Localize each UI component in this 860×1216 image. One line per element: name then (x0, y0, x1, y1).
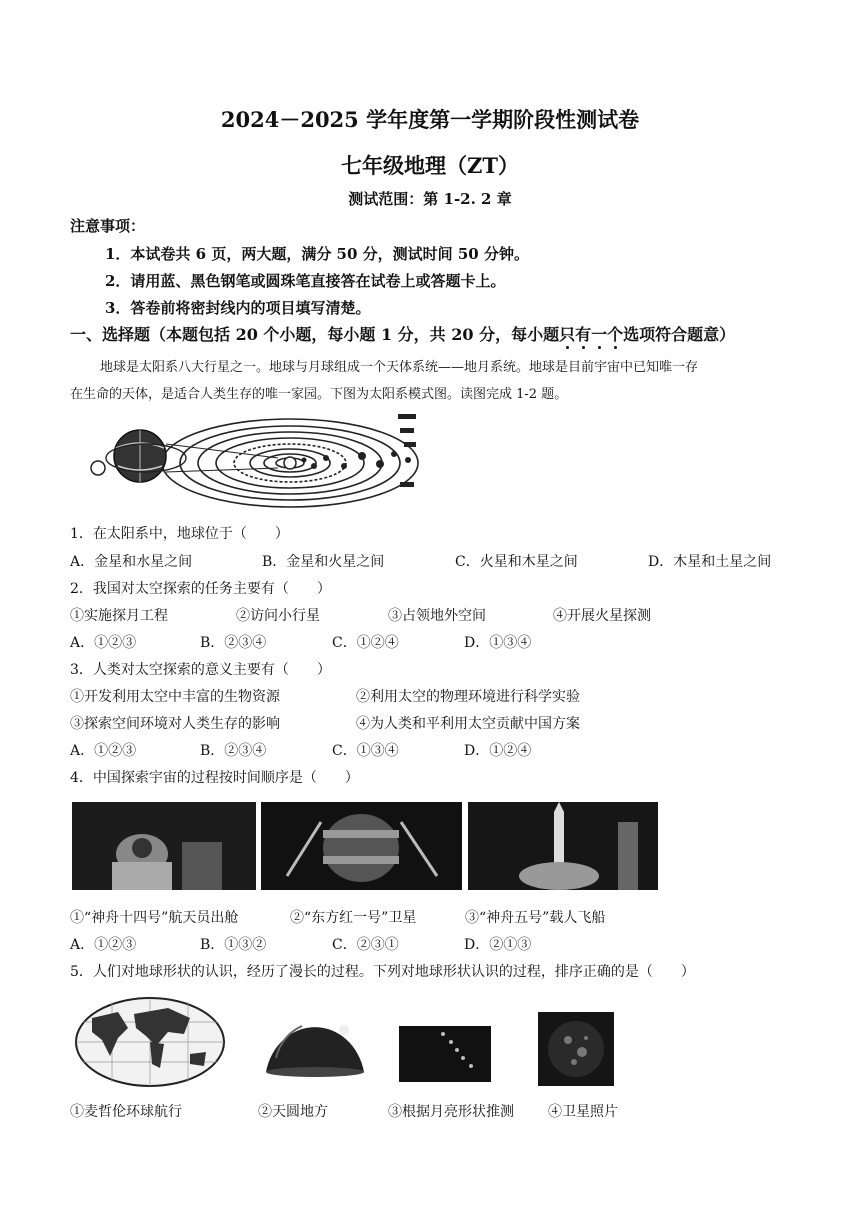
q2-item-3: ③占领地外空间 (388, 608, 486, 624)
q4-option-a[interactable]: A．①②③ (70, 937, 137, 953)
satellite-earth-photo (538, 1012, 614, 1086)
photo-astronaut-eva (72, 802, 256, 890)
solar-system-diagram (82, 408, 422, 514)
note-item-2: 2．请用蓝、黑色钢笔或圆珠笔直接答在试卷上或答题卡上。 (105, 272, 506, 290)
q4-caption-1: ①“神舟十四号”航天员出舱 (70, 910, 239, 926)
section-1-prefix: 一、选择题（本题包括 20 个小题，每小题 1 分，共 20 分，每小题 (70, 325, 560, 344)
q1-option-c[interactable]: C．火星和木星之间 (455, 554, 578, 570)
q2-item-4: ④开展火星探测 (553, 608, 651, 624)
q5-caption-4: ④卫星照片 (548, 1104, 618, 1120)
q1-option-d[interactable]: D．木星和土星之间 (648, 554, 772, 570)
q5-caption-2: ②天圆地方 (258, 1104, 328, 1120)
test-scope: 测试范围：第 1-2. 2 章 (348, 190, 512, 208)
emph-char: 有 (575, 325, 592, 344)
intro-line-1: 地球是太阳系八大行星之一。地球与月球组成一个天体系统——地月系统。地球是目前宇宙中已知唯一存 (100, 360, 699, 375)
intro-line-2: 在生命的天体，是适合人类生存的唯一家园。下图为太阳系模式图。读图完成 1-2 题。 (70, 387, 568, 402)
q1-option-a[interactable]: A．金星和水星之间 (70, 554, 193, 570)
q4-caption-2: ②“东方红一号”卫星 (290, 910, 417, 926)
q2-option-a[interactable]: A．①②③ (70, 635, 137, 651)
q2-item-1: ①实施探月工程 (70, 608, 168, 624)
note-item-1: 1．本试卷共 6 页，两大题，满分 50 分，测试时间 50 分钟。 (105, 245, 529, 263)
q1-option-b[interactable]: B．金星和火星之间 (262, 554, 385, 570)
q3-item-2: ②利用太空的物理环境进行科学实验 (356, 689, 580, 705)
emph-char: 只 (559, 325, 576, 344)
emph-char: 个 (607, 325, 624, 344)
q4-option-b[interactable]: B．①③② (200, 937, 267, 953)
photo-dongfanghong-satellite (261, 802, 462, 890)
q3-item-3: ③探索空间环境对人类生存的影响 (70, 716, 280, 732)
dome-sky-image (262, 1008, 368, 1078)
question-5-stem: 5．人们对地球形状的认识，经历了漫长的过程。下列对地球形状认识的过程，排序正确的是（ ） (70, 964, 695, 980)
world-map-image (72, 994, 228, 1090)
section-1-heading (70, 322, 735, 345)
q4-option-d[interactable]: D．②①③ (464, 937, 532, 953)
emph-char: 一 (591, 325, 608, 344)
section-1-suffix: 选项符合题意） (623, 325, 736, 344)
q3-item-1: ①开发利用太空中丰富的生物资源 (70, 689, 280, 705)
question-3-stem: 3．人类对太空探索的意义主要有（ ） (70, 662, 331, 678)
q3-option-d[interactable]: D．①②④ (464, 743, 532, 759)
q3-option-c[interactable]: C．①③④ (332, 743, 399, 759)
q5-caption-1: ①麦哲伦环球航行 (70, 1104, 182, 1120)
photo-shenzhou5-launch (468, 802, 658, 890)
question-1-stem: 1．在太阳系中，地球位于（ ） (70, 526, 289, 542)
q4-option-c[interactable]: C．②③① (332, 937, 399, 953)
question-4-stem: 4．中国探索宇宙的过程按时间顺序是（ ） (70, 770, 359, 786)
exam-title: 2024－2025 学年度第一学期阶段性测试卷 (220, 107, 640, 132)
moon-phases-image (399, 1026, 491, 1082)
q2-item-2: ②访问小行星 (236, 608, 320, 624)
q3-item-4: ④为人类和平利用太空贡献中国方案 (356, 716, 580, 732)
q2-option-d[interactable]: D．①③④ (464, 635, 532, 651)
q5-caption-3: ③根据月亮形状推测 (388, 1104, 514, 1120)
q2-option-b[interactable]: B．②③④ (200, 635, 267, 651)
q2-option-c[interactable]: C．①②④ (332, 635, 399, 651)
subject-title: 七年级地理（ZT） (341, 153, 519, 178)
q3-option-a[interactable]: A．①②③ (70, 743, 137, 759)
notes-heading: 注意事项： (70, 217, 146, 235)
q4-caption-3: ③“神舟五号”载人飞船 (465, 910, 606, 926)
question-2-stem: 2．我国对太空探索的任务主要有（ ） (70, 581, 331, 597)
note-item-3: 3．答卷前将密封线内的项目填写清楚。 (105, 299, 371, 317)
q3-option-b[interactable]: B．②③④ (200, 743, 267, 759)
